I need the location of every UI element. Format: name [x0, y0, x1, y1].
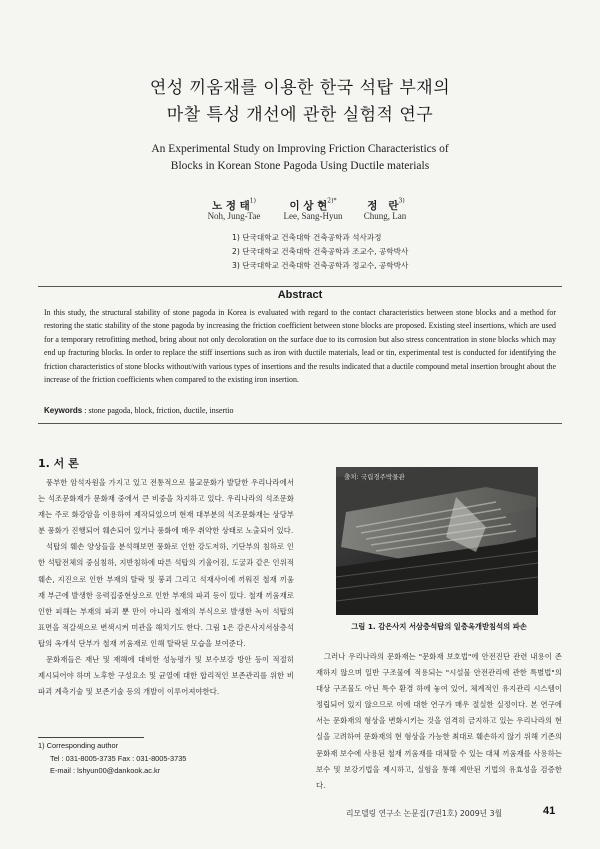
author-2-en: Lee, Sang-Hyun [283, 211, 343, 221]
affiliation-1: 1) 단국대학교 건축대학 건축공학과 석사과정 [232, 233, 382, 242]
keywords-text: : stone pagoda, block, friction, ductile, insertio [82, 406, 234, 415]
author-1-name: 노 정 태 [212, 200, 250, 212]
right-column [316, 649, 562, 794]
footer-journal: 리모델링 연구소 논문집(7권1호) 2009년 3월 [346, 809, 503, 818]
abstract-heading: Abstract [277, 289, 323, 301]
footnote-marker: 1) Corresponding author [38, 741, 119, 750]
page-number: 41 [543, 805, 556, 817]
figure-1-source-label: 출처: 국립경주박물관 [344, 473, 405, 481]
figure-1-stone-image [336, 467, 538, 615]
left-paragraph-1: 풍부한 암석자원을 가지고 있고 전통적으로 불교문화가 발달한 우리나라에서는 석조문화재가 문화재 중에서 큰 비중을 차지하고 있다. 우리나라의 석조문화재는 주로 화강암을 이용하여 제작되었으며 현재 대부분의 석조문화재는 상당부분 풍화가 진행되어 훼손되어 있거나 풍화에 매우 취약한 상태로 노출되어 있다. [38, 478, 294, 536]
title-korean-line1: 연성 끼움재를 이용한 한국 석탑 부재의 [149, 78, 451, 98]
author-2-mark: 2)* [327, 197, 337, 205]
abstract-bottom-rule [38, 423, 562, 424]
footnote [38, 740, 186, 778]
author-1-mark: 1) [249, 197, 256, 205]
right-paragraph-1: 그러나 우리나라의 문화재는 "문화재 보호법"에 안전진단 관련 내용이 존재하지 않으며 일반 구조물에 적용되는 "시설물 안전관리에 관한 특별법"의 대상 구조물도 아닌 특수 환경 하에 놓여 있어, 체계적인 유지관리 시스템이 정립되어 있지 않으므로 이에 대한 연구가 매우 절실한 실정이다. 본 연구에서는 문화재의 형상을 변화시키는 것을 엄격히 금지하고 있는 우리나라의 현실을 고려하여 문화재의 현 형상을 가능한 최대로 훼손하지 않기 위해 기존의 문화재 보수에 사용된 철재 끼움재를 대체할 수 있는 대체 끼움재를 사용하는 보수 및 보강기법을 제시하고, 실험을 통해 제안된 기법의 유효성을 검증한다. [316, 652, 562, 790]
title-korean-line2: 마찰 특성 개선에 관한 실험적 연구 [166, 105, 434, 125]
author-1-en: Noh, Jung-Tae [207, 211, 261, 221]
title-english-line1: An Experimental Study on Improving Friction Characteristics of [151, 143, 449, 155]
left-paragraph-3: 문화재들은 재난 및 재해에 대비한 성능평가 및 보수보강 방안 등이 적절히 제시되어야 하며 노후한 구성요소 및 균열에 대한 합리적인 보존관리를 위한 비파괴 계측기술 및 보존기술 등의 개발이 이루어져야한다. [38, 655, 294, 697]
affiliation-3: 3) 단국대학교 건축대학 건축공학과 정교수, 공학박사 [232, 261, 409, 270]
section-1-heading: 1. 서 론 [38, 457, 79, 470]
abstract-body: In this study, the structural stability of stone pagoda in Korea is evaluated with regard to the contact characteristics between stone blocks and a method for restoring the static stability of the stone pagoda by increasing the friction coefficient between stone blocks are proposed. Existing steel insertions, which are used for a temporary retrofitting method, bring about not only decoloration on the surface due to its corrosion but also stress concentration in stone blocks which may end up fracturing blocks. In order to replace the stiff insertions such as iron with ductile materials, lead or tin, experimental test is conducted for identifying the friction characteristics of stone blocks without/with various types of insertions and the results indicated that a ductile compound metal insertion brought about the increase of the friction coefficients when compared to the existing iron insertion. [44, 308, 556, 385]
author-3-en: Chung, Lan [363, 211, 407, 221]
footnote-tel-fax: Tel : 031-8005-3735 Fax : 031-8005-3735 [50, 753, 187, 763]
author-3-name: 정 란 [367, 200, 399, 212]
keywords [44, 406, 556, 415]
left-paragraph-2: 석탑의 훼손 양상들을 분석해보면 풍화로 인한 강도저하, 기단부의 침하로 인한 석탑전체의 중심침하, 지반침하에 따른 석탑의 기울어짐, 도굴과 같은 인위적 훼손, 지진으로 인한 부재의 탈락 및 붕괴 그리고 석재사이에 끼워진 철재 끼움재 부근에 발생한 응력집중현상으로 인한 부재의 파괴 등이 있다. 철재 끼움재로인한 피해는 부재의 파괴 뿐 만이 아니라 철재의 부식으로 발생한 녹이 석탑의 표면을 적갈색으로 변색시켜 미관을 해치기도 한다. 그림 1은 감은사지서삼층석탑의 옥개석 단부가 철재 끼움재로 인해 탈락된 모습을 보여준다. [38, 542, 294, 648]
footnote-email: E-mail : lshyun00@dankook.ac.kr [50, 766, 161, 775]
keywords-label: Keywords [44, 406, 83, 415]
title-english-line2: Blocks in Korean Stone Pagoda Using Ductile materials [170, 160, 430, 172]
affiliation-2: 2) 단국대학교 건축대학 건축공학과 조교수, 공학박사 [232, 247, 409, 256]
footnote-rule [38, 737, 144, 738]
figure-1-caption: 그림 1. 감은사지 서삼층석탑의 일층옥개받침석의 파손 [351, 622, 527, 631]
figure-1-photo [336, 467, 538, 615]
left-column [38, 475, 294, 700]
author-2-name: 이 상 현 [289, 200, 328, 212]
author-3-mark: 3) [398, 197, 405, 205]
abstract-top-rule [38, 286, 562, 287]
